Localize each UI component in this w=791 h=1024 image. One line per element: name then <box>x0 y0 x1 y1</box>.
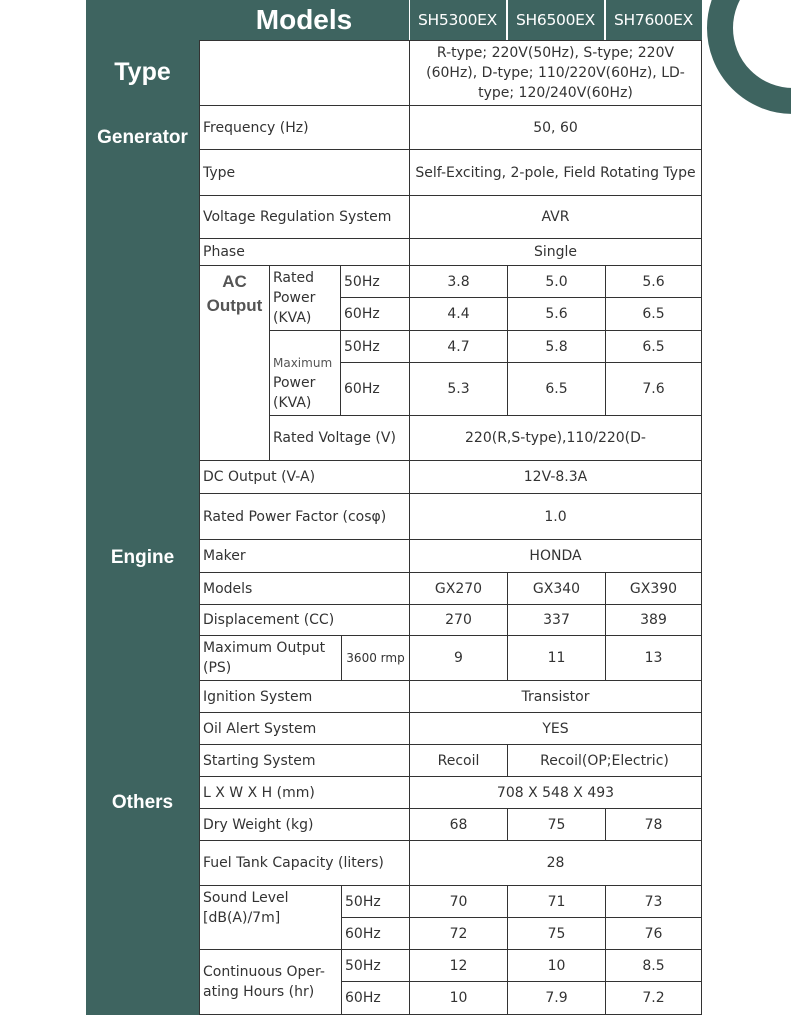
fuel-tank-label: Fuel Tank Capacity (liters) <box>199 840 410 886</box>
frequency-label: Frequency (Hz) <box>199 105 410 150</box>
decorative-circle <box>707 0 791 114</box>
dimensions-value: 708 X 548 X 493 <box>409 776 702 809</box>
max-output-rpm: 3600 rmp <box>341 635 410 681</box>
starting-system-value-1: Recoil <box>409 744 508 777</box>
displacement-value-2: 337 <box>507 604 606 636</box>
rated-power-60hz-label: 60Hz <box>340 297 410 331</box>
operating-hours-60hz-value-1: 10 <box>409 981 508 1015</box>
max-power-60hz-label: 60Hz <box>340 362 410 416</box>
max-output-value-3: 13 <box>605 635 702 681</box>
section-label-engine: Engine <box>110 547 175 568</box>
max-power-50hz-value-2: 5.8 <box>507 330 606 363</box>
rated-power-50hz-label: 50Hz <box>340 265 410 298</box>
generator-type-value: Self-Exciting, 2-pole, Field Rotating Type <box>409 149 702 196</box>
header-divider <box>605 0 606 40</box>
power-factor-value: 1.0 <box>409 493 702 540</box>
sound-level-60hz-value-2: 75 <box>507 917 606 950</box>
sound-level-60hz-value-3: 76 <box>605 917 702 950</box>
operating-hours-50hz-value-1: 12 <box>409 949 508 982</box>
max-power-50hz-value-1: 4.7 <box>409 330 508 363</box>
model-column-2: SH6500EX <box>507 0 604 40</box>
dc-output-label: DC Output (V-A) <box>199 460 410 494</box>
operating-hours-50hz-value-3: 8.5 <box>605 949 702 982</box>
section-label-type: Type <box>114 58 171 86</box>
operating-hours-50hz-value-2: 10 <box>507 949 606 982</box>
rated-power-50hz-value-3: 5.6 <box>605 265 702 298</box>
operating-hours-60hz-value-3: 7.2 <box>605 981 702 1015</box>
ac-output-label: AC Output <box>206 272 263 315</box>
sound-level-50hz-label: 50Hz <box>341 885 410 918</box>
section-label-others: Others <box>111 792 174 813</box>
rated-power-label: Rated Power (KVA) <box>269 265 341 331</box>
voltage-regulation-label: Voltage Regulation System <box>199 195 410 239</box>
engine-models-label: Models <box>199 572 410 605</box>
operating-hours-50hz-label: 50Hz <box>341 949 410 982</box>
sound-level-50hz-value-2: 71 <box>507 885 606 918</box>
max-power-60hz-value-1: 5.3 <box>409 362 508 416</box>
operating-hours-60hz-value-2: 7.9 <box>507 981 606 1015</box>
dimensions-label: L X W X H (mm) <box>199 776 410 809</box>
ignition-value: Transistor <box>409 680 702 713</box>
engine-model-3: GX390 <box>605 572 702 605</box>
operating-hours-60hz-label: 60Hz <box>341 981 410 1015</box>
sound-level-50hz-value-3: 73 <box>605 885 702 918</box>
header-divider <box>507 0 508 40</box>
voltage-regulation-value: AVR <box>409 195 702 239</box>
rated-voltage-value: 220(R,S-type),110/220(D- <box>409 415 702 461</box>
oil-alert-label: Oil Alert System <box>199 712 410 745</box>
engine-model-1: GX270 <box>409 572 508 605</box>
max-output-label: Maximum Output (PS) <box>199 635 342 681</box>
maker-value: HONDA <box>409 539 702 573</box>
maker-label: Maker <box>199 539 410 573</box>
starting-system-value-rest: Recoil(OP;Electric) <box>507 744 702 777</box>
max-output-value-2: 11 <box>507 635 606 681</box>
header-divider <box>409 0 410 40</box>
rated-power-60hz-value-3: 6.5 <box>605 297 702 331</box>
type-value: R-type; 220V(50Hz), S-type; 220V (60Hz), D-type; 110/220V(60Hz), LD-type; 120/240V(60Hz) <box>409 40 702 106</box>
section-sidebar <box>86 0 199 1015</box>
max-power-60hz-value-2: 6.5 <box>507 362 606 416</box>
rated-power-60hz-value-2: 5.6 <box>507 297 606 331</box>
operating-hours-label: Continuous Oper-ating Hours (hr) <box>199 949 342 1015</box>
model-column-1: SH5300EX <box>409 0 506 40</box>
displacement-value-3: 389 <box>605 604 702 636</box>
starting-system-label: Starting System <box>199 744 410 777</box>
sound-level-label: Sound Level [dB(A)/7m] <box>199 885 342 950</box>
oil-alert-value: YES <box>409 712 702 745</box>
dry-weight-value-3: 78 <box>605 808 702 841</box>
ignition-label: Ignition System <box>199 680 410 713</box>
max-power-50hz-label: 50Hz <box>340 330 410 363</box>
models-header: Models <box>199 0 409 40</box>
phase-label: Phase <box>199 238 410 266</box>
phase-value: Single <box>409 238 702 266</box>
rated-power-50hz-value-1: 3.8 <box>409 265 508 298</box>
max-power-label-rest: Power (KVA) <box>273 375 316 411</box>
model-column-3: SH7600EX <box>605 0 702 40</box>
generator-type-label: Type <box>199 149 410 196</box>
fuel-tank-value: 28 <box>409 840 702 886</box>
dry-weight-value-2: 75 <box>507 808 606 841</box>
max-output-value-1: 9 <box>409 635 508 681</box>
dry-weight-value-1: 68 <box>409 808 508 841</box>
max-power-label-cell <box>269 330 341 416</box>
max-power-60hz-value-3: 7.6 <box>605 362 702 416</box>
rated-power-50hz-value-2: 5.0 <box>507 265 606 298</box>
dry-weight-label: Dry Weight (kg) <box>199 808 410 841</box>
max-power-label-top: Maximum <box>273 356 333 370</box>
rated-voltage-label: Rated Voltage (V) <box>269 415 410 461</box>
engine-model-2: GX340 <box>507 572 606 605</box>
rated-power-60hz-value-1: 4.4 <box>409 297 508 331</box>
frequency-value: 50, 60 <box>409 105 702 150</box>
max-power-50hz-value-3: 6.5 <box>605 330 702 363</box>
sound-level-50hz-value-1: 70 <box>409 885 508 918</box>
sound-level-60hz-label: 60Hz <box>341 917 410 950</box>
type-label-cell <box>199 40 410 106</box>
section-label-generator: Generator <box>97 127 188 148</box>
dc-output-value: 12V-8.3A <box>409 460 702 494</box>
sound-level-60hz-value-1: 72 <box>409 917 508 950</box>
power-factor-label: Rated Power Factor (cosφ) <box>199 493 410 540</box>
displacement-label: Displacement (CC) <box>199 604 410 636</box>
displacement-value-1: 270 <box>409 604 508 636</box>
